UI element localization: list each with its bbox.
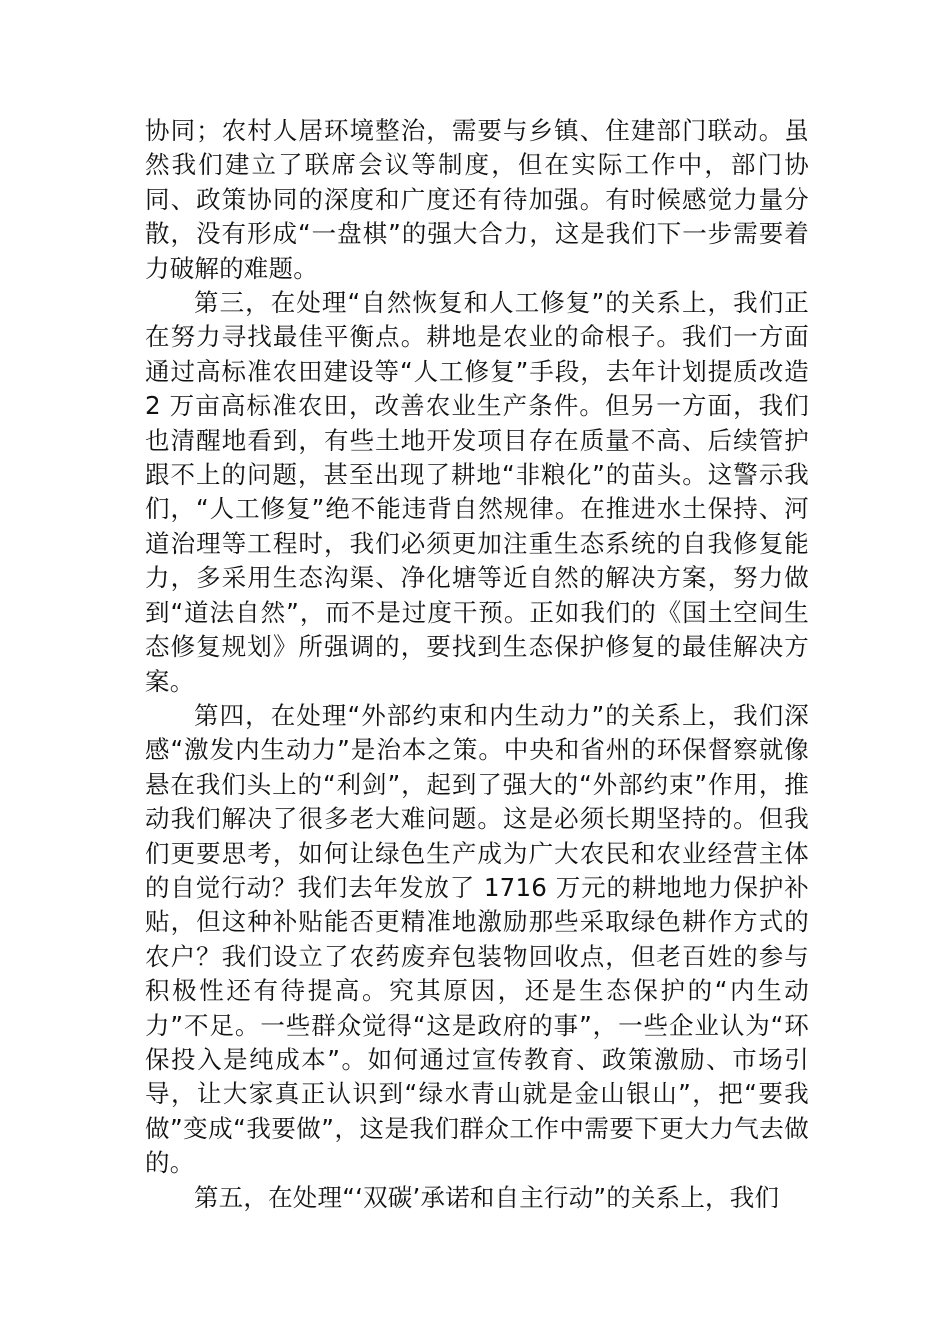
paragraph-continuation: 协同；农村人居环境整治，需要与乡镇、住建部门联动。虽然我们建立了联席会议等制度，但在实际工作中，部门协同、政策协同的深度和广度还有待加强。有时候感觉力量分散，没有形成“一盘棋”的强大合力，这是我们下一步需要着力破解的难题。 <box>145 116 809 283</box>
paragraph-fourth-point: 第四，在处理“外部约束和内生动力”的关系上，我们深感“激发内生动力”是治本之策。中央和省州的环保督察就像悬在我们头上的“利剑”，起到了强大的“外部约束”作用，推动我们解决了很多老大难问题。这是必须长期坚持的。但我们更要思考，如何让绿色生产成为广大农民和农业经营主体的自觉行动？我们去年发放了 1716 万元的耕地地力保护补贴，但这种补贴能否更精准地激励那些采取绿色耕作方式的农户？我们设立了农药废弃包装物回收点，但老百姓的参与积极性还有待提高。究其原因，还是生态保护的“内生动力”不足。一些群众觉得“这是政府的事”，一些企业认为“环保投入是纯成本”。如何通过宣传教育、政策激励、市场引导，让大家真正认识到“绿水青山就是金山银山”，把“要我做”变成“我要做”，这是我们群众工作中需要下更大力气去做的。 <box>145 700 809 1178</box>
paragraph-fifth-point: 第五，在处理“‘双碳’承诺和自主行动”的关系上，我们 <box>194 1182 780 1212</box>
document-body <box>145 114 809 1215</box>
paragraph-third-point: 第三，在处理“自然恢复和人工修复”的关系上，我们正在努力寻找最佳平衡点。耕地是农业的命根子。我们一方面通过高标准农田建设等“人工修复”手段，去年计划提质改造 2 万亩高标准农田，改善农业生产条件。但另一方面，我们也清醒地看到，有些土地开发项目存在质量不高、后续管护跟不上的问题，甚至出现了耕地“非粮化”的苗头。这警示我们，“人工修复”绝不能违背自然规律。在推进水土保持、河道治理等工程时，我们必须更加注重生态系统的自我修复能力，多采用生态沟渠、净化塘等近自然的解决方案，努力做到“道法自然”，而不是过度干预。正如我们的《国土空间生态修复规划》所强调的，要找到生态保护修复的最佳解决方案。 <box>145 288 809 696</box>
